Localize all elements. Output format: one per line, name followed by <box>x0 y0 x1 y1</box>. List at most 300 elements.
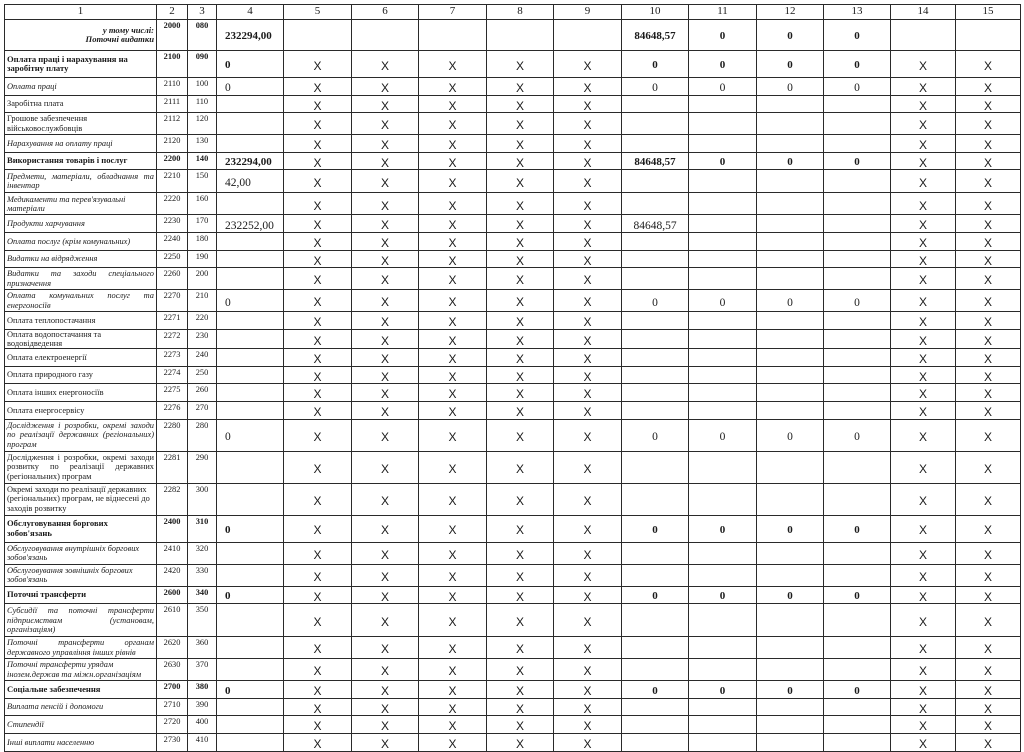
empty-cell <box>824 268 891 290</box>
empty-cell <box>217 113 284 135</box>
row-label: Продукти харчування <box>5 215 157 233</box>
row-label: Оплата природного газу <box>5 366 157 384</box>
empty-cell <box>622 113 689 135</box>
column-number-row <box>5 5 1021 20</box>
not-applicable-mark: X <box>554 733 622 751</box>
column-number-11: 11 <box>689 5 757 20</box>
value-col-10: 84648,57 <box>622 215 689 233</box>
column-number-13: 13 <box>824 5 891 20</box>
not-applicable-mark: X <box>891 113 956 135</box>
not-applicable-mark: X <box>352 542 419 564</box>
not-applicable-mark: X <box>419 232 487 250</box>
empty-cell <box>757 113 824 135</box>
empty-cell <box>824 451 891 483</box>
empty-cell <box>689 250 757 268</box>
not-applicable-mark: X <box>891 515 956 542</box>
not-applicable-mark: X <box>487 366 554 384</box>
not-applicable-mark: X <box>554 698 622 716</box>
table-row <box>5 290 1021 312</box>
empty-cell <box>824 733 891 751</box>
not-applicable-mark: X <box>352 250 419 268</box>
row-label: Поточні трансферти органам державного управління інших рівнів <box>5 637 157 659</box>
not-applicable-mark: X <box>956 290 1021 312</box>
not-applicable-mark: X <box>891 366 956 384</box>
not-applicable-mark: X <box>891 419 956 451</box>
not-applicable-mark: X <box>352 78 419 96</box>
table-row <box>5 604 1021 637</box>
not-applicable-mark: X <box>487 51 554 78</box>
value-col-4: 42,00 <box>217 170 284 193</box>
not-applicable-mark: X <box>419 312 487 330</box>
row-label: Оплата енергосервісу <box>5 402 157 420</box>
not-applicable-mark: X <box>419 268 487 290</box>
not-applicable-mark: X <box>554 193 622 215</box>
not-applicable-mark: X <box>554 419 622 451</box>
empty-cell <box>689 451 757 483</box>
empty-cell <box>217 483 284 515</box>
not-applicable-mark: X <box>419 135 487 153</box>
not-applicable-mark: X <box>419 681 487 699</box>
not-applicable-mark: X <box>284 698 352 716</box>
row-label: Використання товарів і послуг <box>5 152 157 170</box>
not-applicable-mark: X <box>352 681 419 699</box>
row-label: Обслуговування зовнішніх боргових зобов'язань <box>5 564 157 586</box>
empty-cell <box>757 329 824 348</box>
not-applicable-mark: X <box>487 329 554 348</box>
not-applicable-mark: X <box>284 681 352 699</box>
not-applicable-mark: X <box>487 215 554 233</box>
row-kekv-code: 2630 <box>157 659 188 681</box>
row-kekv-code: 2220 <box>157 193 188 215</box>
column-number-15: 15 <box>956 5 1021 20</box>
empty-cell <box>487 20 554 51</box>
not-applicable-mark: X <box>891 193 956 215</box>
empty-cell <box>217 451 284 483</box>
row-line-code: 390 <box>188 698 217 716</box>
empty-cell <box>217 659 284 681</box>
empty-cell <box>419 20 487 51</box>
table-row <box>5 312 1021 330</box>
empty-cell <box>824 402 891 420</box>
table-row <box>5 152 1021 170</box>
value-col-12: 0 <box>757 515 824 542</box>
table-row <box>5 384 1021 402</box>
row-label: Грошове забезпечення військовослужбовців <box>5 113 157 135</box>
not-applicable-mark: X <box>487 564 554 586</box>
row-line-code: 290 <box>188 451 217 483</box>
not-applicable-mark: X <box>419 384 487 402</box>
row-line-code: 310 <box>188 515 217 542</box>
empty-cell <box>757 637 824 659</box>
empty-cell <box>622 698 689 716</box>
row-line-code: 320 <box>188 542 217 564</box>
empty-cell <box>622 716 689 734</box>
not-applicable-mark: X <box>487 290 554 312</box>
column-number-9: 9 <box>554 5 622 20</box>
value-col-4: 232294,00 <box>217 20 284 51</box>
value-col-12: 0 <box>757 419 824 451</box>
empty-cell <box>824 637 891 659</box>
empty-cell <box>622 451 689 483</box>
not-applicable-mark: X <box>487 402 554 420</box>
row-kekv-code: 2420 <box>157 564 188 586</box>
empty-cell <box>217 193 284 215</box>
not-applicable-mark: X <box>419 78 487 96</box>
row-label: у тому числі: Поточні видатки <box>5 20 157 51</box>
row-line-code: 410 <box>188 733 217 751</box>
not-applicable-mark: X <box>284 290 352 312</box>
empty-cell <box>757 698 824 716</box>
not-applicable-mark: X <box>956 152 1021 170</box>
row-label: Видатки та заходи спеціального призначення <box>5 268 157 290</box>
value-col-12: 0 <box>757 681 824 699</box>
table-row <box>5 78 1021 96</box>
empty-cell <box>217 637 284 659</box>
empty-cell <box>824 542 891 564</box>
not-applicable-mark: X <box>487 113 554 135</box>
value-col-4: 0 <box>217 681 284 699</box>
not-applicable-mark: X <box>554 384 622 402</box>
not-applicable-mark: X <box>487 604 554 637</box>
not-applicable-mark: X <box>554 515 622 542</box>
column-number-5: 5 <box>284 5 352 20</box>
not-applicable-mark: X <box>419 419 487 451</box>
row-kekv-code: 2272 <box>157 329 188 348</box>
not-applicable-mark: X <box>554 659 622 681</box>
not-applicable-mark: X <box>284 113 352 135</box>
not-applicable-mark: X <box>284 232 352 250</box>
row-kekv-code: 2210 <box>157 170 188 193</box>
row-label: Виплата пенсій і допомоги <box>5 698 157 716</box>
not-applicable-mark: X <box>284 349 352 367</box>
not-applicable-mark: X <box>419 451 487 483</box>
not-applicable-mark: X <box>284 250 352 268</box>
not-applicable-mark: X <box>891 170 956 193</box>
table-row <box>5 483 1021 515</box>
row-label: Поточні трансферти урядам інозем.держав та міжн.організаціям <box>5 659 157 681</box>
not-applicable-mark: X <box>554 232 622 250</box>
empty-cell <box>824 170 891 193</box>
empty-cell <box>757 604 824 637</box>
value-col-13: 0 <box>824 681 891 699</box>
not-applicable-mark: X <box>284 384 352 402</box>
not-applicable-mark: X <box>284 733 352 751</box>
empty-cell <box>352 20 419 51</box>
not-applicable-mark: X <box>419 733 487 751</box>
column-number-3: 3 <box>188 5 217 20</box>
table-row <box>5 419 1021 451</box>
empty-cell <box>757 366 824 384</box>
not-applicable-mark: X <box>487 483 554 515</box>
empty-cell <box>217 329 284 348</box>
not-applicable-mark: X <box>352 51 419 78</box>
empty-cell <box>689 135 757 153</box>
not-applicable-mark: X <box>956 113 1021 135</box>
value-col-12: 0 <box>757 20 824 51</box>
not-applicable-mark: X <box>956 733 1021 751</box>
not-applicable-mark: X <box>891 659 956 681</box>
not-applicable-mark: X <box>352 384 419 402</box>
value-col-13: 0 <box>824 419 891 451</box>
row-label: Нарахування на оплату праці <box>5 135 157 153</box>
table-row <box>5 250 1021 268</box>
row-kekv-code: 2111 <box>157 95 188 113</box>
not-applicable-mark: X <box>956 268 1021 290</box>
not-applicable-mark: X <box>284 312 352 330</box>
value-col-13: 0 <box>824 290 891 312</box>
row-kekv-code: 2274 <box>157 366 188 384</box>
not-applicable-mark: X <box>284 604 352 637</box>
empty-cell <box>757 95 824 113</box>
not-applicable-mark: X <box>956 95 1021 113</box>
value-col-12: 0 <box>757 152 824 170</box>
row-label: Обслуговування боргових зобов'язань <box>5 515 157 542</box>
row-label: Стипендії <box>5 716 157 734</box>
value-col-4: 0 <box>217 419 284 451</box>
not-applicable-mark: X <box>891 312 956 330</box>
not-applicable-mark: X <box>284 152 352 170</box>
not-applicable-mark: X <box>419 113 487 135</box>
empty-cell <box>217 402 284 420</box>
not-applicable-mark: X <box>487 312 554 330</box>
empty-cell <box>824 193 891 215</box>
table-row <box>5 402 1021 420</box>
empty-cell <box>217 604 284 637</box>
row-kekv-code: 2281 <box>157 451 188 483</box>
empty-cell <box>689 716 757 734</box>
not-applicable-mark: X <box>284 586 352 604</box>
not-applicable-mark: X <box>956 659 1021 681</box>
not-applicable-mark: X <box>487 681 554 699</box>
row-kekv-code: 2100 <box>157 51 188 78</box>
not-applicable-mark: X <box>284 170 352 193</box>
row-line-code: 280 <box>188 419 217 451</box>
not-applicable-mark: X <box>956 716 1021 734</box>
row-line-code: 380 <box>188 681 217 699</box>
not-applicable-mark: X <box>284 135 352 153</box>
value-col-13: 0 <box>824 78 891 96</box>
not-applicable-mark: X <box>352 659 419 681</box>
not-applicable-mark: X <box>956 312 1021 330</box>
not-applicable-mark: X <box>352 95 419 113</box>
value-col-4: 232252,00 <box>217 215 284 233</box>
table-row <box>5 564 1021 586</box>
empty-cell <box>757 451 824 483</box>
empty-cell <box>689 698 757 716</box>
not-applicable-mark: X <box>419 170 487 193</box>
not-applicable-mark: X <box>554 215 622 233</box>
empty-cell <box>824 564 891 586</box>
not-applicable-mark: X <box>352 716 419 734</box>
value-col-4: 0 <box>217 586 284 604</box>
table-row <box>5 113 1021 135</box>
value-col-11: 0 <box>689 152 757 170</box>
empty-cell <box>824 384 891 402</box>
not-applicable-mark: X <box>554 483 622 515</box>
not-applicable-mark: X <box>554 564 622 586</box>
not-applicable-mark: X <box>487 193 554 215</box>
not-applicable-mark: X <box>352 604 419 637</box>
empty-cell <box>689 268 757 290</box>
row-kekv-code: 2410 <box>157 542 188 564</box>
not-applicable-mark: X <box>554 95 622 113</box>
not-applicable-mark: X <box>891 637 956 659</box>
row-line-code: 120 <box>188 113 217 135</box>
not-applicable-mark: X <box>891 604 956 637</box>
empty-cell <box>689 95 757 113</box>
not-applicable-mark: X <box>419 349 487 367</box>
empty-cell <box>217 95 284 113</box>
empty-cell <box>824 604 891 637</box>
column-number-12: 12 <box>757 5 824 20</box>
row-kekv-code: 2112 <box>157 113 188 135</box>
row-kekv-code: 2250 <box>157 250 188 268</box>
empty-cell <box>217 312 284 330</box>
not-applicable-mark: X <box>891 152 956 170</box>
value-col-13: 0 <box>824 20 891 51</box>
value-col-10: 0 <box>622 419 689 451</box>
not-applicable-mark: X <box>284 366 352 384</box>
not-applicable-mark: X <box>352 366 419 384</box>
not-applicable-mark: X <box>891 78 956 96</box>
table-row <box>5 637 1021 659</box>
value-col-4: 0 <box>217 51 284 78</box>
not-applicable-mark: X <box>352 152 419 170</box>
not-applicable-mark: X <box>554 78 622 96</box>
not-applicable-mark: X <box>487 542 554 564</box>
row-label: Оплата послуг (крім комунальних) <box>5 232 157 250</box>
row-kekv-code: 2280 <box>157 419 188 451</box>
not-applicable-mark: X <box>554 170 622 193</box>
not-applicable-mark: X <box>487 716 554 734</box>
value-col-11: 0 <box>689 20 757 51</box>
row-line-code: 400 <box>188 716 217 734</box>
table-row <box>5 733 1021 751</box>
empty-cell <box>622 366 689 384</box>
not-applicable-mark: X <box>352 586 419 604</box>
row-line-code: 080 <box>188 20 217 51</box>
value-col-11: 0 <box>689 419 757 451</box>
not-applicable-mark: X <box>956 604 1021 637</box>
not-applicable-mark: X <box>956 419 1021 451</box>
not-applicable-mark: X <box>419 604 487 637</box>
not-applicable-mark: X <box>284 716 352 734</box>
empty-cell <box>217 349 284 367</box>
empty-cell <box>757 483 824 515</box>
not-applicable-mark: X <box>419 586 487 604</box>
empty-cell <box>689 193 757 215</box>
not-applicable-mark: X <box>891 290 956 312</box>
column-number-2: 2 <box>157 5 188 20</box>
not-applicable-mark: X <box>284 329 352 348</box>
row-kekv-code: 2000 <box>157 20 188 51</box>
empty-cell <box>622 329 689 348</box>
value-col-12: 0 <box>757 586 824 604</box>
row-label: Соціальне забезпечення <box>5 681 157 699</box>
row-line-code: 260 <box>188 384 217 402</box>
empty-cell <box>689 384 757 402</box>
empty-cell <box>217 250 284 268</box>
empty-cell <box>689 604 757 637</box>
budget-report-table <box>4 4 1021 752</box>
row-label: Окремі заходи по реалізації державних (регіональних) програм, не віднесені до заходів розвитку <box>5 483 157 515</box>
not-applicable-mark: X <box>419 542 487 564</box>
not-applicable-mark: X <box>487 135 554 153</box>
row-line-code: 140 <box>188 152 217 170</box>
empty-cell <box>757 402 824 420</box>
not-applicable-mark: X <box>487 659 554 681</box>
row-kekv-code: 2120 <box>157 135 188 153</box>
not-applicable-mark: X <box>284 564 352 586</box>
row-label: Видатки на відрядження <box>5 250 157 268</box>
table-row <box>5 95 1021 113</box>
value-col-10: 0 <box>622 290 689 312</box>
row-kekv-code: 2620 <box>157 637 188 659</box>
not-applicable-mark: X <box>554 542 622 564</box>
not-applicable-mark: X <box>419 329 487 348</box>
row-label: Оплата праці <box>5 78 157 96</box>
empty-cell <box>824 95 891 113</box>
not-applicable-mark: X <box>956 384 1021 402</box>
row-kekv-code: 2700 <box>157 681 188 699</box>
row-kekv-code: 2276 <box>157 402 188 420</box>
not-applicable-mark: X <box>956 250 1021 268</box>
not-applicable-mark: X <box>554 329 622 348</box>
empty-cell <box>757 215 824 233</box>
row-line-code: 330 <box>188 564 217 586</box>
not-applicable-mark: X <box>554 290 622 312</box>
row-kekv-code: 2275 <box>157 384 188 402</box>
empty-cell <box>622 135 689 153</box>
empty-cell <box>757 193 824 215</box>
empty-cell <box>217 384 284 402</box>
empty-cell <box>622 604 689 637</box>
value-col-11: 0 <box>689 586 757 604</box>
not-applicable-mark: X <box>554 312 622 330</box>
not-applicable-mark: X <box>487 586 554 604</box>
empty-cell <box>689 733 757 751</box>
not-applicable-mark: X <box>956 483 1021 515</box>
empty-cell <box>622 250 689 268</box>
table-row <box>5 135 1021 153</box>
not-applicable-mark: X <box>419 193 487 215</box>
row-kekv-code: 2240 <box>157 232 188 250</box>
value-col-10: 84648,57 <box>622 20 689 51</box>
empty-cell <box>824 232 891 250</box>
table-row <box>5 329 1021 348</box>
empty-cell <box>824 329 891 348</box>
empty-cell <box>824 135 891 153</box>
row-label: Оплата комунальних послуг та енергоносіїв <box>5 290 157 312</box>
not-applicable-mark: X <box>419 215 487 233</box>
empty-cell <box>689 542 757 564</box>
empty-cell <box>891 20 956 51</box>
empty-cell <box>689 232 757 250</box>
row-line-code: 350 <box>188 604 217 637</box>
empty-cell <box>824 698 891 716</box>
empty-cell <box>824 659 891 681</box>
empty-cell <box>217 268 284 290</box>
not-applicable-mark: X <box>352 113 419 135</box>
empty-cell <box>284 20 352 51</box>
empty-cell <box>824 312 891 330</box>
table-row <box>5 681 1021 699</box>
empty-cell <box>622 542 689 564</box>
value-col-10: 0 <box>622 78 689 96</box>
empty-cell <box>689 113 757 135</box>
empty-cell <box>689 659 757 681</box>
value-col-4: 232294,00 <box>217 152 284 170</box>
